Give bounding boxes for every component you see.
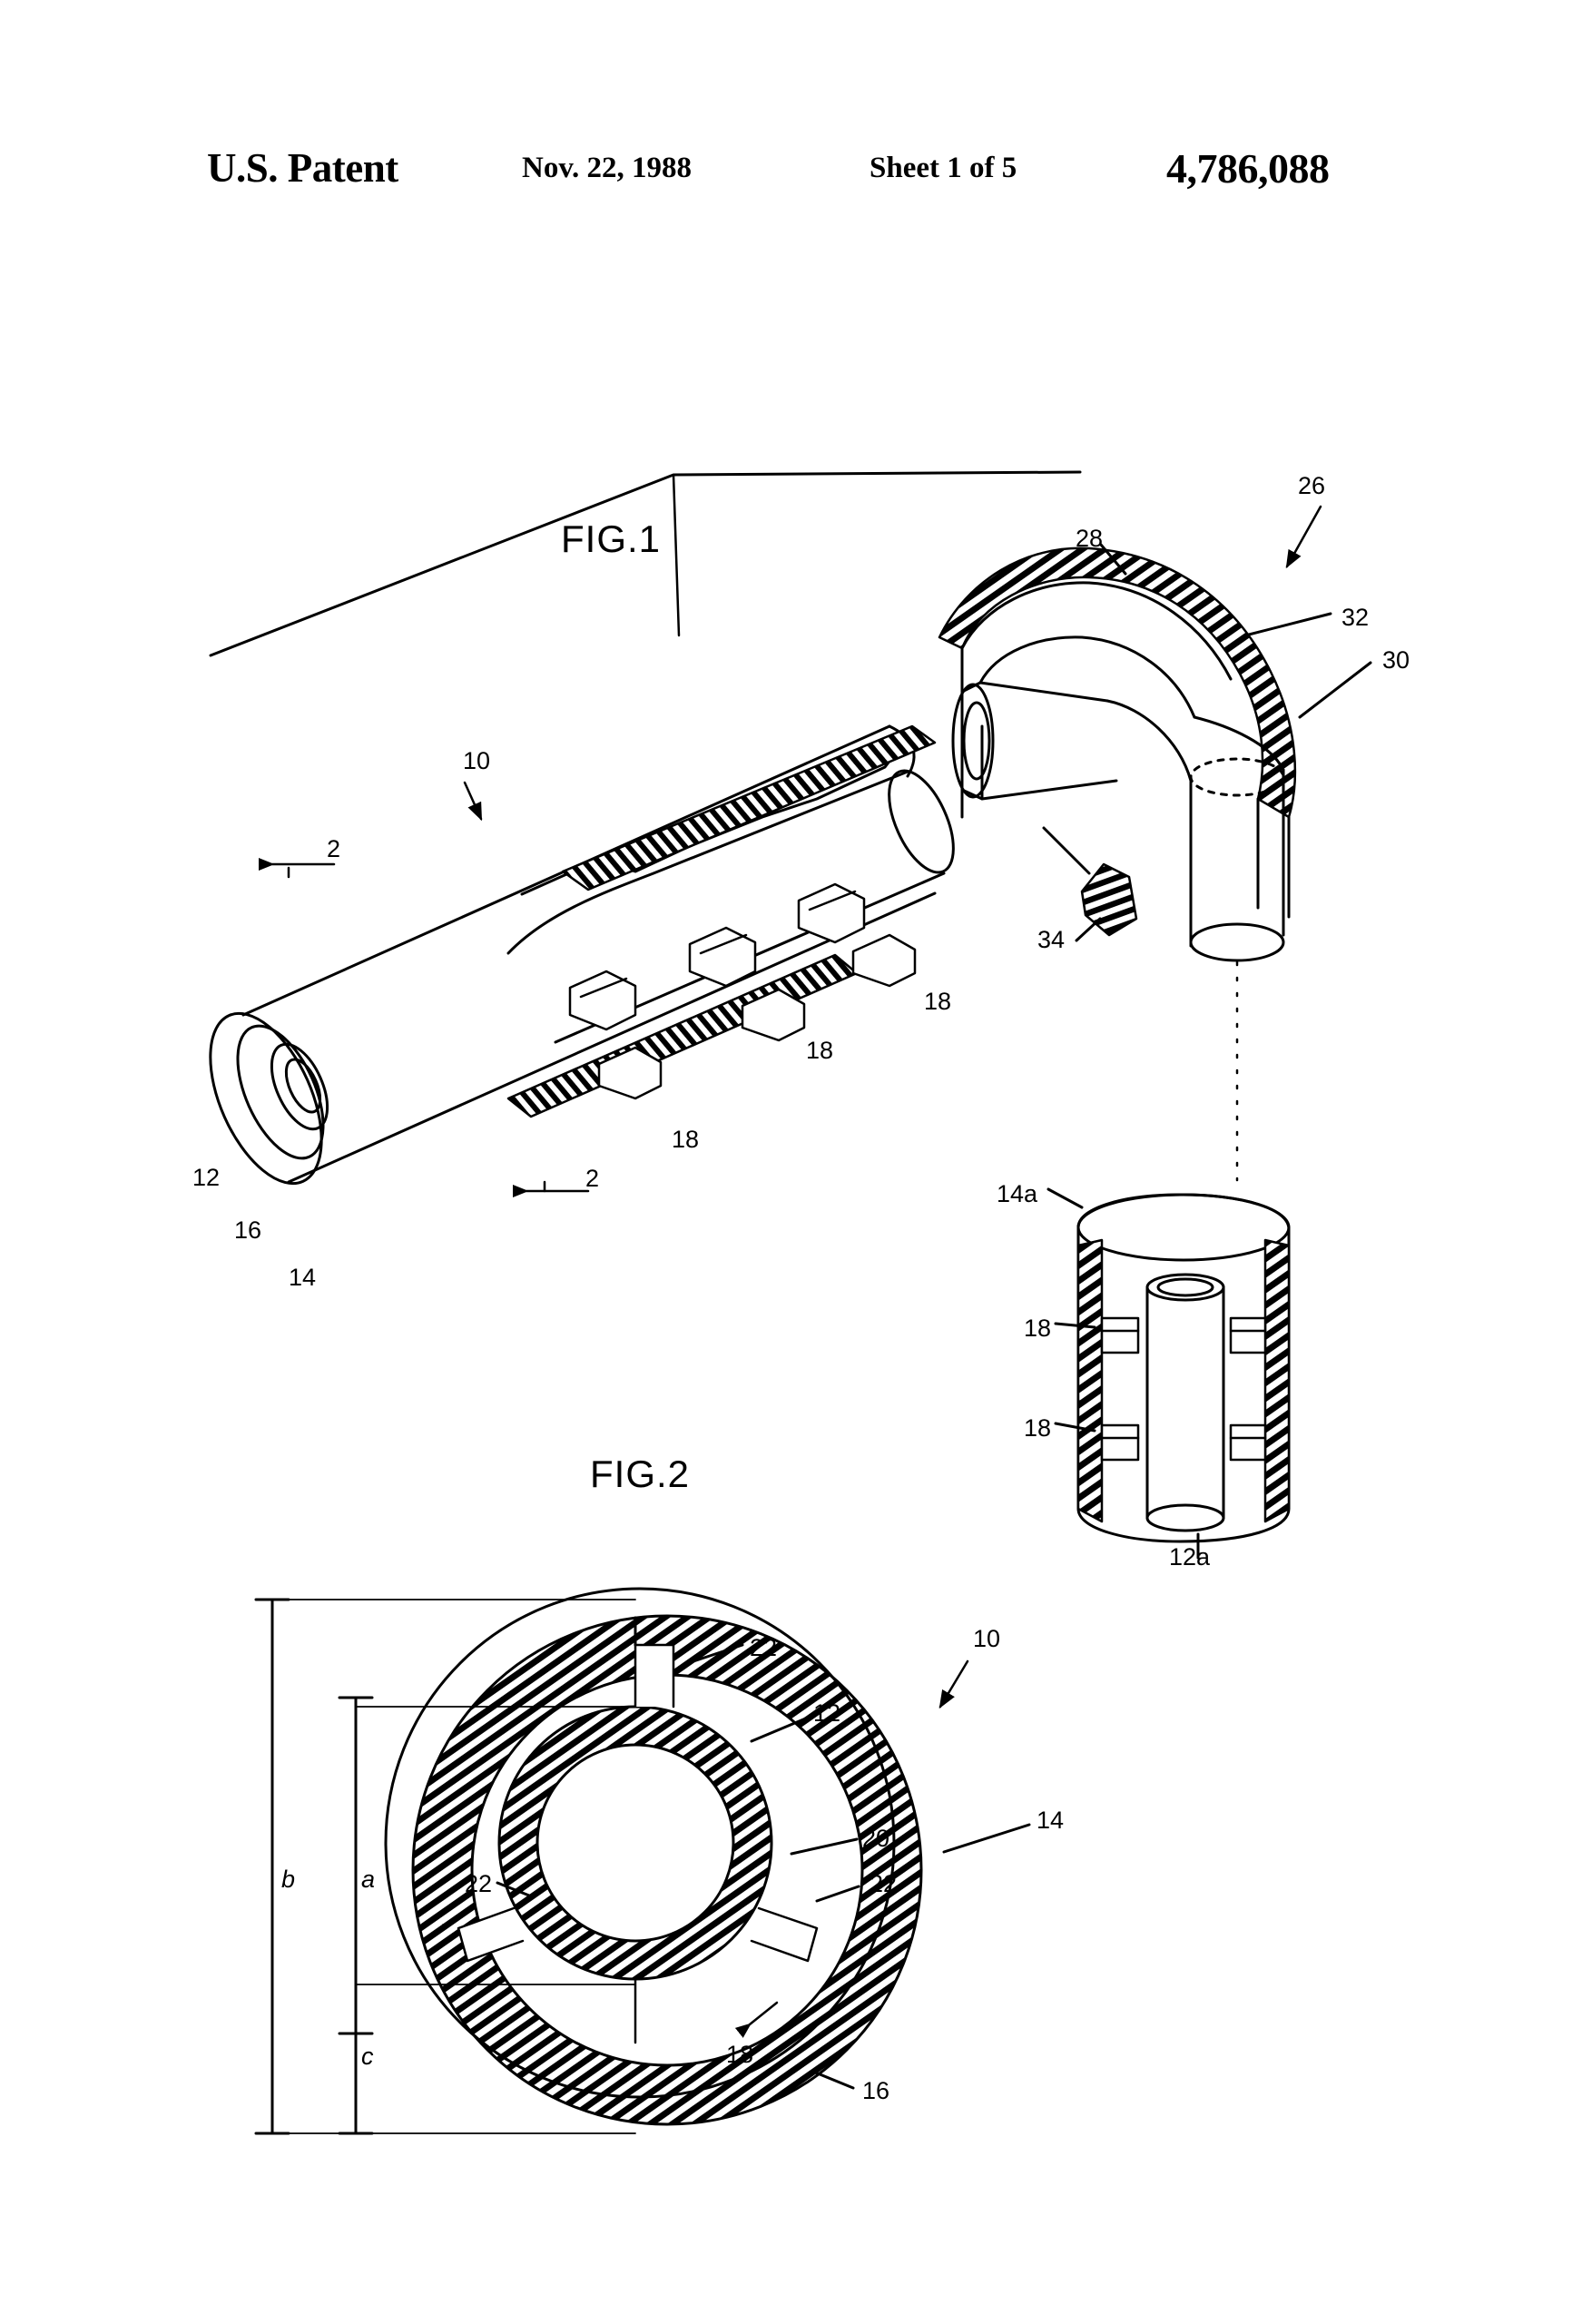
ref-label-r18d: 18 (1024, 1315, 1052, 1342)
ref-label-f2_22b: 22 (465, 1870, 493, 1897)
figure-1-caption: FIG.1 (561, 517, 662, 560)
ref-label-f2_14: 14 (1037, 1807, 1065, 1834)
dim-label-dim_b: b (281, 1866, 296, 1893)
dim-label-dim_a: a (361, 1866, 376, 1893)
ref-label-r18a: 18 (924, 988, 952, 1015)
patent-office-label: U.S. Patent (207, 145, 398, 191)
ref-label-r26: 26 (1298, 472, 1326, 499)
ref-label-f2_16: 16 (862, 2077, 890, 2104)
ref-label-r18e: 18 (1024, 1414, 1052, 1442)
ref-label-r14a: 14a (997, 1180, 1038, 1207)
ref-label-r14: 14 (289, 1264, 317, 1291)
ref-label-r12: 12 (192, 1164, 221, 1191)
patent-number: 4,786,088 (1166, 144, 1330, 192)
ref-label-r10: 10 (463, 747, 491, 774)
ref-label-f2_20: 20 (862, 1825, 890, 1852)
ref-label-f2_18: 18 (726, 2041, 754, 2068)
ref-label-r28: 28 (1076, 525, 1104, 552)
dim-label-dim_c: c (361, 2043, 374, 2070)
ref-label-r30: 30 (1382, 646, 1410, 674)
ref-label-r34: 34 (1037, 926, 1066, 953)
ref-label-r2b: 2 (585, 1165, 600, 1192)
figure-2-caption: FIG.2 (590, 1452, 691, 1495)
ref-label-r2a: 2 (327, 835, 341, 862)
ref-label-r12a: 12a (1169, 1543, 1211, 1571)
ref-label-f2_10: 10 (973, 1625, 1001, 1652)
sheet-number: Sheet 1 of 5 (870, 151, 1017, 184)
ref-label-f2_22a: 22 (750, 1634, 778, 1661)
ref-label-r18c: 18 (672, 1126, 700, 1153)
ref-label-r18b: 18 (806, 1037, 834, 1064)
ref-label-f2_22c: 22 (870, 1870, 898, 1897)
ref-label-r32: 32 (1341, 604, 1370, 631)
ref-label-f2_12: 12 (813, 1699, 841, 1727)
patent-date: Nov. 22, 1988 (522, 151, 693, 184)
ref-label-r16: 16 (234, 1216, 262, 1244)
